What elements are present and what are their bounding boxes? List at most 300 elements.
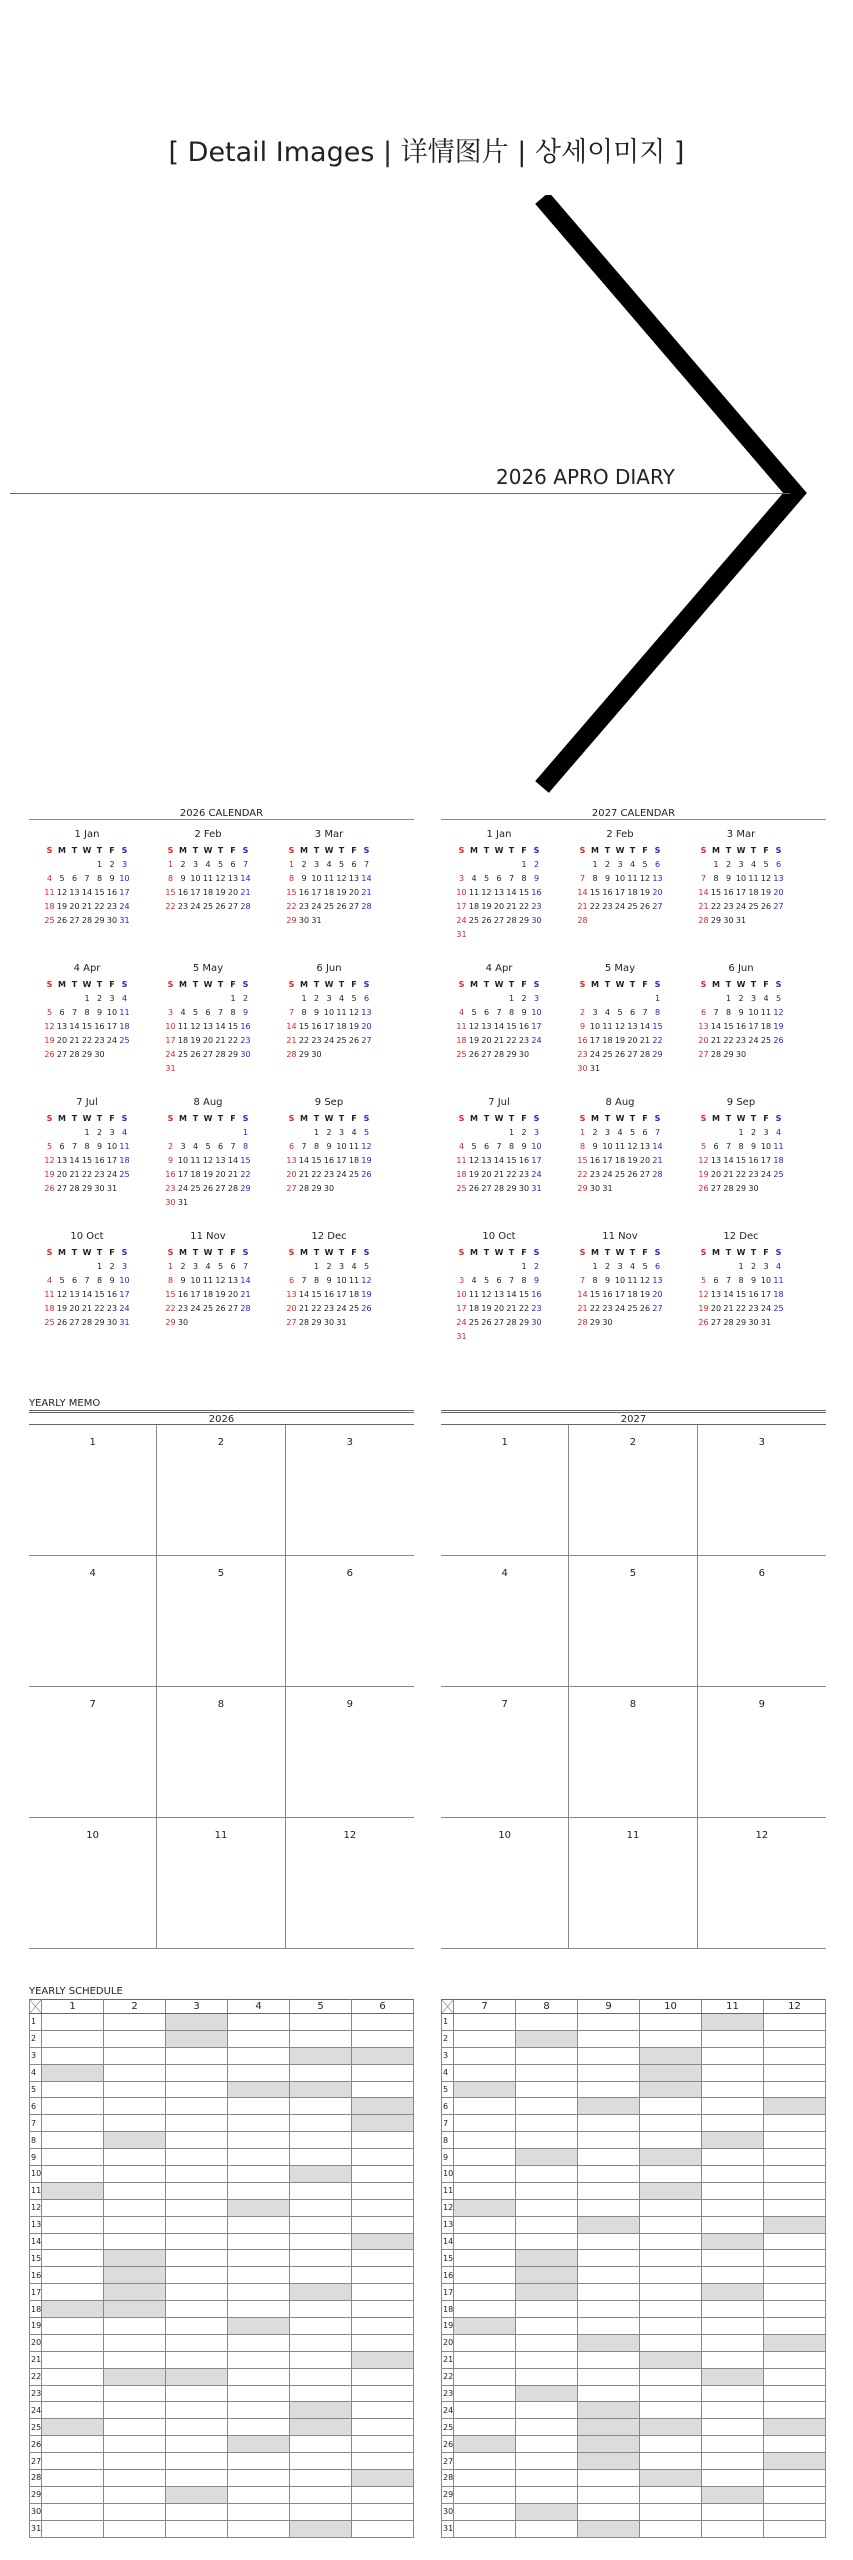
schedule-cell[interactable] (702, 2351, 764, 2368)
schedule-cell[interactable] (166, 2470, 228, 2487)
schedule-cell[interactable] (42, 2047, 104, 2064)
schedule-cell[interactable] (166, 2503, 228, 2520)
schedule-cell[interactable] (42, 2014, 104, 2031)
schedule-cell[interactable] (764, 2436, 826, 2453)
schedule-cell[interactable] (290, 2115, 352, 2132)
schedule-cell[interactable] (352, 2182, 414, 2199)
schedule-cell[interactable] (454, 2115, 516, 2132)
schedule-cell[interactable] (578, 2149, 640, 2166)
schedule-cell[interactable] (764, 2486, 826, 2503)
schedule-cell[interactable] (104, 2115, 166, 2132)
schedule-cell[interactable] (352, 2318, 414, 2335)
schedule-cell[interactable] (352, 2166, 414, 2183)
schedule-cell[interactable] (166, 2351, 228, 2368)
schedule-cell[interactable] (640, 2166, 702, 2183)
schedule-cell[interactable] (166, 2047, 228, 2064)
schedule-cell[interactable] (454, 2453, 516, 2470)
memo-cell[interactable]: 8 (569, 1687, 697, 1818)
schedule-cell[interactable] (42, 2081, 104, 2098)
schedule-cell[interactable] (454, 2318, 516, 2335)
schedule-cell[interactable] (702, 2216, 764, 2233)
schedule-cell[interactable] (352, 2503, 414, 2520)
schedule-cell[interactable] (454, 2385, 516, 2402)
schedule-cell[interactable] (640, 2453, 702, 2470)
schedule-cell[interactable] (516, 2385, 578, 2402)
schedule-cell[interactable] (764, 2014, 826, 2031)
schedule-cell[interactable] (640, 2419, 702, 2436)
schedule-cell[interactable] (352, 2216, 414, 2233)
schedule-cell[interactable] (578, 2047, 640, 2064)
schedule-cell[interactable] (516, 2149, 578, 2166)
schedule-cell[interactable] (702, 2014, 764, 2031)
schedule-cell[interactable] (228, 2098, 290, 2115)
schedule-cell[interactable] (104, 2064, 166, 2081)
schedule-cell[interactable] (42, 2166, 104, 2183)
schedule-cell[interactable] (764, 2503, 826, 2520)
schedule-cell[interactable] (290, 2368, 352, 2385)
schedule-cell[interactable] (640, 2030, 702, 2047)
schedule-cell[interactable] (104, 2453, 166, 2470)
schedule-cell[interactable] (702, 2385, 764, 2402)
schedule-cell[interactable] (352, 2520, 414, 2537)
schedule-cell[interactable] (104, 2503, 166, 2520)
schedule-cell[interactable] (228, 2385, 290, 2402)
schedule-cell[interactable] (352, 2267, 414, 2284)
schedule-cell[interactable] (42, 2368, 104, 2385)
schedule-cell[interactable] (454, 2368, 516, 2385)
schedule-cell[interactable] (764, 2470, 826, 2487)
schedule-cell[interactable] (290, 2166, 352, 2183)
memo-cell[interactable]: 10 (441, 1818, 569, 1949)
schedule-cell[interactable] (290, 2419, 352, 2436)
schedule-cell[interactable] (352, 2486, 414, 2503)
schedule-cell[interactable] (516, 2351, 578, 2368)
schedule-cell[interactable] (454, 2520, 516, 2537)
schedule-cell[interactable] (228, 2182, 290, 2199)
schedule-cell[interactable] (454, 2503, 516, 2520)
schedule-cell[interactable] (42, 2301, 104, 2318)
schedule-cell[interactable] (578, 2233, 640, 2250)
schedule-cell[interactable] (702, 2199, 764, 2216)
schedule-cell[interactable] (42, 2385, 104, 2402)
schedule-cell[interactable] (702, 2334, 764, 2351)
schedule-cell[interactable] (290, 2182, 352, 2199)
schedule-cell[interactable] (228, 2216, 290, 2233)
memo-cell[interactable]: 7 (441, 1687, 569, 1818)
schedule-cell[interactable] (640, 2436, 702, 2453)
schedule-cell[interactable] (290, 2098, 352, 2115)
schedule-cell[interactable] (764, 2267, 826, 2284)
schedule-cell[interactable] (516, 2368, 578, 2385)
schedule-cell[interactable] (764, 2199, 826, 2216)
schedule-cell[interactable] (352, 2047, 414, 2064)
schedule-cell[interactable] (352, 2030, 414, 2047)
schedule-cell[interactable] (702, 2047, 764, 2064)
schedule-cell[interactable] (104, 2166, 166, 2183)
schedule-cell[interactable] (290, 2081, 352, 2098)
memo-cell[interactable]: 6 (698, 1556, 826, 1687)
schedule-cell[interactable] (454, 2182, 516, 2199)
schedule-cell[interactable] (454, 2351, 516, 2368)
schedule-cell[interactable] (764, 2098, 826, 2115)
schedule-cell[interactable] (702, 2436, 764, 2453)
schedule-cell[interactable] (228, 2453, 290, 2470)
schedule-cell[interactable] (42, 2486, 104, 2503)
schedule-cell[interactable] (352, 2419, 414, 2436)
schedule-cell[interactable] (166, 2284, 228, 2301)
schedule-cell[interactable] (104, 2182, 166, 2199)
memo-cell[interactable]: 2 (157, 1425, 285, 1556)
schedule-cell[interactable] (516, 2216, 578, 2233)
memo-cell[interactable]: 8 (157, 1687, 285, 1818)
schedule-cell[interactable] (104, 2284, 166, 2301)
schedule-cell[interactable] (702, 2115, 764, 2132)
memo-cell[interactable]: 1 (29, 1425, 157, 1556)
schedule-cell[interactable] (516, 2318, 578, 2335)
schedule-cell[interactable] (640, 2402, 702, 2419)
schedule-cell[interactable] (290, 2064, 352, 2081)
memo-cell[interactable]: 3 (698, 1425, 826, 1556)
schedule-cell[interactable] (516, 2402, 578, 2419)
schedule-cell[interactable] (352, 2199, 414, 2216)
memo-cell[interactable]: 9 (286, 1687, 414, 1818)
schedule-cell[interactable] (516, 2520, 578, 2537)
schedule-cell[interactable] (42, 2503, 104, 2520)
schedule-cell[interactable] (104, 2081, 166, 2098)
schedule-cell[interactable] (352, 2385, 414, 2402)
schedule-cell[interactable] (104, 2520, 166, 2537)
schedule-cell[interactable] (764, 2318, 826, 2335)
memo-cell[interactable]: 4 (441, 1556, 569, 1687)
schedule-cell[interactable] (104, 2014, 166, 2031)
schedule-cell[interactable] (104, 2436, 166, 2453)
schedule-cell[interactable] (352, 2453, 414, 2470)
schedule-cell[interactable] (228, 2318, 290, 2335)
schedule-cell[interactable] (578, 2267, 640, 2284)
schedule-cell[interactable] (640, 2351, 702, 2368)
schedule-cell[interactable] (516, 2453, 578, 2470)
schedule-cell[interactable] (640, 2520, 702, 2537)
schedule-cell[interactable] (290, 2250, 352, 2267)
schedule-cell[interactable] (166, 2250, 228, 2267)
schedule-cell[interactable] (764, 2368, 826, 2385)
schedule-cell[interactable] (640, 2216, 702, 2233)
schedule-cell[interactable] (166, 2402, 228, 2419)
schedule-cell[interactable] (166, 2132, 228, 2149)
schedule-cell[interactable] (578, 2368, 640, 2385)
schedule-cell[interactable] (290, 2402, 352, 2419)
schedule-cell[interactable] (42, 2318, 104, 2335)
schedule-cell[interactable] (764, 2030, 826, 2047)
schedule-cell[interactable] (454, 2470, 516, 2487)
schedule-cell[interactable] (764, 2166, 826, 2183)
schedule-cell[interactable] (702, 2453, 764, 2470)
schedule-cell[interactable] (454, 2486, 516, 2503)
schedule-cell[interactable] (702, 2284, 764, 2301)
schedule-cell[interactable] (454, 2014, 516, 2031)
schedule-cell[interactable] (104, 2368, 166, 2385)
schedule-cell[interactable] (352, 2098, 414, 2115)
schedule-cell[interactable] (454, 2301, 516, 2318)
schedule-cell[interactable] (516, 2030, 578, 2047)
schedule-cell[interactable] (454, 2284, 516, 2301)
schedule-cell[interactable] (104, 2149, 166, 2166)
schedule-cell[interactable] (290, 2351, 352, 2368)
schedule-cell[interactable] (764, 2351, 826, 2368)
schedule-cell[interactable] (104, 2098, 166, 2115)
schedule-cell[interactable] (42, 2351, 104, 2368)
schedule-cell[interactable] (166, 2301, 228, 2318)
schedule-cell[interactable] (578, 2503, 640, 2520)
schedule-cell[interactable] (352, 2470, 414, 2487)
schedule-cell[interactable] (104, 2250, 166, 2267)
schedule-cell[interactable] (764, 2132, 826, 2149)
schedule-cell[interactable] (640, 2115, 702, 2132)
schedule-cell[interactable] (454, 2419, 516, 2436)
schedule-cell[interactable] (640, 2334, 702, 2351)
schedule-cell[interactable] (578, 2081, 640, 2098)
schedule-cell[interactable] (42, 2115, 104, 2132)
schedule-cell[interactable] (104, 2047, 166, 2064)
schedule-cell[interactable] (228, 2301, 290, 2318)
schedule-cell[interactable] (640, 2233, 702, 2250)
schedule-cell[interactable] (764, 2301, 826, 2318)
schedule-cell[interactable] (578, 2301, 640, 2318)
schedule-cell[interactable] (578, 2014, 640, 2031)
schedule-cell[interactable] (166, 2453, 228, 2470)
schedule-cell[interactable] (702, 2368, 764, 2385)
schedule-cell[interactable] (516, 2047, 578, 2064)
schedule-cell[interactable] (104, 2402, 166, 2419)
schedule-cell[interactable] (352, 2064, 414, 2081)
schedule-cell[interactable] (578, 2351, 640, 2368)
schedule-cell[interactable] (228, 2503, 290, 2520)
schedule-cell[interactable] (42, 2334, 104, 2351)
schedule-cell[interactable] (516, 2233, 578, 2250)
schedule-cell[interactable] (42, 2453, 104, 2470)
schedule-cell[interactable] (104, 2216, 166, 2233)
schedule-cell[interactable] (702, 2486, 764, 2503)
schedule-cell[interactable] (702, 2081, 764, 2098)
schedule-cell[interactable] (290, 2132, 352, 2149)
schedule-cell[interactable] (764, 2453, 826, 2470)
schedule-cell[interactable] (104, 2199, 166, 2216)
schedule-cell[interactable] (42, 2470, 104, 2487)
schedule-cell[interactable] (516, 2334, 578, 2351)
schedule-cell[interactable] (578, 2250, 640, 2267)
schedule-cell[interactable] (228, 2267, 290, 2284)
schedule-cell[interactable] (764, 2233, 826, 2250)
schedule-cell[interactable] (42, 2284, 104, 2301)
schedule-cell[interactable] (228, 2132, 290, 2149)
schedule-cell[interactable] (640, 2047, 702, 2064)
schedule-cell[interactable] (166, 2014, 228, 2031)
schedule-cell[interactable] (578, 2453, 640, 2470)
schedule-cell[interactable] (516, 2182, 578, 2199)
memo-cell[interactable]: 7 (29, 1687, 157, 1818)
schedule-cell[interactable] (104, 2486, 166, 2503)
schedule-cell[interactable] (454, 2132, 516, 2149)
schedule-cell[interactable] (42, 2216, 104, 2233)
schedule-cell[interactable] (516, 2486, 578, 2503)
memo-cell[interactable]: 5 (569, 1556, 697, 1687)
memo-cell[interactable]: 9 (698, 1687, 826, 1818)
schedule-cell[interactable] (352, 2014, 414, 2031)
memo-cell[interactable]: 11 (157, 1818, 285, 1949)
schedule-cell[interactable] (166, 2267, 228, 2284)
schedule-cell[interactable] (228, 2166, 290, 2183)
schedule-cell[interactable] (228, 2334, 290, 2351)
schedule-cell[interactable] (702, 2064, 764, 2081)
schedule-cell[interactable] (764, 2216, 826, 2233)
schedule-cell[interactable] (516, 2199, 578, 2216)
schedule-cell[interactable] (578, 2098, 640, 2115)
schedule-cell[interactable] (454, 2030, 516, 2047)
schedule-cell[interactable] (702, 2132, 764, 2149)
schedule-cell[interactable] (228, 2014, 290, 2031)
schedule-cell[interactable] (290, 2334, 352, 2351)
schedule-cell[interactable] (640, 2250, 702, 2267)
schedule-cell[interactable] (166, 2115, 228, 2132)
schedule-cell[interactable] (640, 2503, 702, 2520)
schedule-cell[interactable] (166, 2149, 228, 2166)
schedule-cell[interactable] (578, 2284, 640, 2301)
schedule-cell[interactable] (516, 2166, 578, 2183)
schedule-cell[interactable] (166, 2368, 228, 2385)
schedule-cell[interactable] (290, 2301, 352, 2318)
schedule-cell[interactable] (702, 2149, 764, 2166)
schedule-cell[interactable] (104, 2301, 166, 2318)
schedule-cell[interactable] (454, 2199, 516, 2216)
schedule-cell[interactable] (104, 2030, 166, 2047)
schedule-cell[interactable] (702, 2250, 764, 2267)
schedule-cell[interactable] (228, 2351, 290, 2368)
schedule-cell[interactable] (42, 2233, 104, 2250)
schedule-cell[interactable] (290, 2436, 352, 2453)
schedule-cell[interactable] (228, 2047, 290, 2064)
memo-cell[interactable]: 2 (569, 1425, 697, 1556)
schedule-cell[interactable] (454, 2402, 516, 2419)
schedule-cell[interactable] (516, 2301, 578, 2318)
schedule-cell[interactable] (702, 2030, 764, 2047)
schedule-cell[interactable] (352, 2334, 414, 2351)
schedule-cell[interactable] (578, 2166, 640, 2183)
schedule-cell[interactable] (764, 2064, 826, 2081)
memo-cell[interactable]: 6 (286, 1556, 414, 1687)
schedule-cell[interactable] (166, 2030, 228, 2047)
schedule-cell[interactable] (454, 2149, 516, 2166)
schedule-cell[interactable] (228, 2436, 290, 2453)
schedule-cell[interactable] (166, 2182, 228, 2199)
schedule-cell[interactable] (228, 2419, 290, 2436)
schedule-cell[interactable] (352, 2351, 414, 2368)
schedule-cell[interactable] (516, 2284, 578, 2301)
schedule-cell[interactable] (702, 2318, 764, 2335)
schedule-cell[interactable] (516, 2419, 578, 2436)
schedule-cell[interactable] (166, 2318, 228, 2335)
schedule-cell[interactable] (454, 2436, 516, 2453)
schedule-cell[interactable] (104, 2318, 166, 2335)
schedule-cell[interactable] (454, 2081, 516, 2098)
schedule-cell[interactable] (640, 2081, 702, 2098)
schedule-cell[interactable] (640, 2149, 702, 2166)
schedule-cell[interactable] (702, 2098, 764, 2115)
schedule-cell[interactable] (578, 2334, 640, 2351)
schedule-cell[interactable] (104, 2233, 166, 2250)
schedule-cell[interactable] (454, 2216, 516, 2233)
schedule-cell[interactable] (578, 2318, 640, 2335)
schedule-cell[interactable] (578, 2182, 640, 2199)
schedule-cell[interactable] (290, 2486, 352, 2503)
schedule-cell[interactable] (640, 2064, 702, 2081)
schedule-cell[interactable] (764, 2115, 826, 2132)
schedule-cell[interactable] (764, 2047, 826, 2064)
schedule-cell[interactable] (290, 2453, 352, 2470)
schedule-cell[interactable] (764, 2182, 826, 2199)
schedule-cell[interactable] (640, 2182, 702, 2199)
schedule-cell[interactable] (42, 2267, 104, 2284)
schedule-cell[interactable] (578, 2486, 640, 2503)
schedule-cell[interactable] (228, 2520, 290, 2537)
schedule-cell[interactable] (290, 2199, 352, 2216)
schedule-cell[interactable] (166, 2334, 228, 2351)
schedule-cell[interactable] (454, 2047, 516, 2064)
schedule-cell[interactable] (42, 2030, 104, 2047)
schedule-cell[interactable] (516, 2470, 578, 2487)
schedule-cell[interactable] (352, 2233, 414, 2250)
schedule-cell[interactable] (640, 2014, 702, 2031)
schedule-cell[interactable] (42, 2149, 104, 2166)
schedule-cell[interactable] (640, 2199, 702, 2216)
schedule-cell[interactable] (578, 2520, 640, 2537)
schedule-cell[interactable] (454, 2098, 516, 2115)
schedule-cell[interactable] (228, 2470, 290, 2487)
schedule-cell[interactable] (764, 2284, 826, 2301)
schedule-cell[interactable] (104, 2470, 166, 2487)
schedule-cell[interactable] (352, 2081, 414, 2098)
memo-cell[interactable]: 10 (29, 1818, 157, 1949)
schedule-cell[interactable] (166, 2233, 228, 2250)
schedule-cell[interactable] (454, 2334, 516, 2351)
schedule-cell[interactable] (516, 2132, 578, 2149)
schedule-cell[interactable] (640, 2301, 702, 2318)
schedule-cell[interactable] (42, 2250, 104, 2267)
schedule-cell[interactable] (578, 2385, 640, 2402)
schedule-cell[interactable] (702, 2233, 764, 2250)
memo-cell[interactable]: 12 (698, 1818, 826, 1949)
schedule-cell[interactable] (42, 2520, 104, 2537)
memo-cell[interactable]: 11 (569, 1818, 697, 1949)
schedule-cell[interactable] (104, 2132, 166, 2149)
schedule-cell[interactable] (578, 2402, 640, 2419)
schedule-cell[interactable] (290, 2030, 352, 2047)
schedule-cell[interactable] (454, 2233, 516, 2250)
schedule-cell[interactable] (228, 2064, 290, 2081)
schedule-cell[interactable] (290, 2318, 352, 2335)
schedule-cell[interactable] (702, 2166, 764, 2183)
schedule-cell[interactable] (228, 2250, 290, 2267)
schedule-cell[interactable] (640, 2470, 702, 2487)
memo-cell[interactable]: 1 (441, 1425, 569, 1556)
schedule-cell[interactable] (228, 2368, 290, 2385)
schedule-cell[interactable] (454, 2166, 516, 2183)
schedule-cell[interactable] (454, 2064, 516, 2081)
schedule-cell[interactable] (290, 2503, 352, 2520)
schedule-cell[interactable] (104, 2351, 166, 2368)
memo-cell[interactable]: 5 (157, 1556, 285, 1687)
schedule-cell[interactable] (228, 2081, 290, 2098)
schedule-cell[interactable] (640, 2385, 702, 2402)
